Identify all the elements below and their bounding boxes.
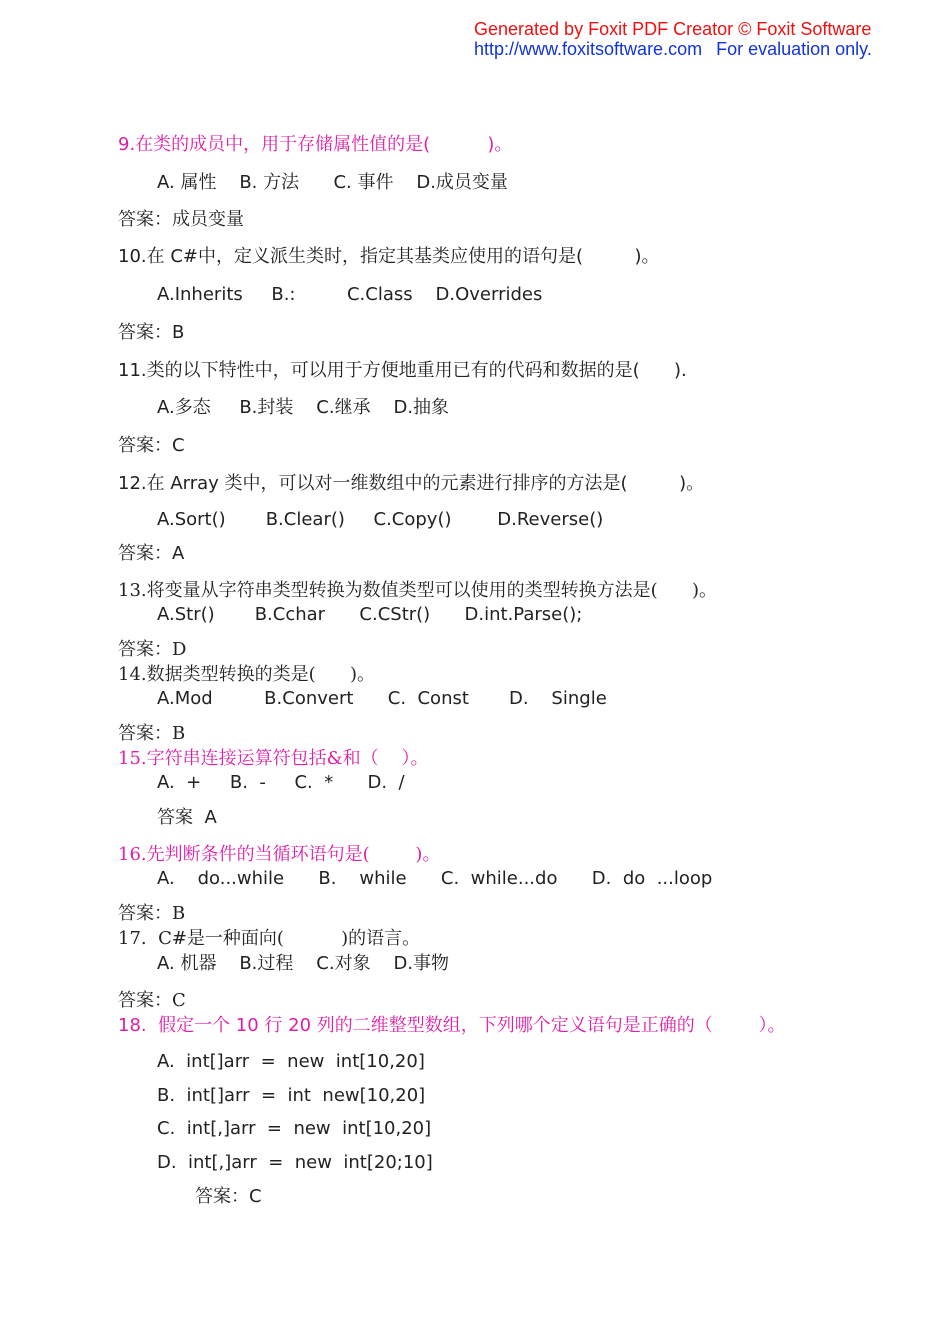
options-10: A.Inherits B.: C.Class D.Overrides (157, 284, 543, 305)
watermark-url: http://www.foxitsoftware.com (474, 39, 703, 59)
question-12: 12.在 Array 类中，可以对一维数组中的元素进行排序的方法是( )。 (118, 473, 705, 494)
option-18-a: A. int[]arr = new int[10,20] (157, 1051, 425, 1072)
question-9: 9.在类的成员中，用于存储属性值的是( )。 (118, 134, 513, 155)
watermark-note: For evaluation only. (716, 39, 872, 59)
option-18-c: C. int[,]arr = new int[10,20] (157, 1118, 432, 1139)
answer-10: 答案：B (118, 322, 185, 343)
options-11: A.多态 B.封装 C.继承 D.抽象 (157, 397, 450, 418)
question-14: 14.数据类型转换的类是( )。 (118, 664, 375, 685)
option-18-d: D. int[,]arr = new int[20;10] (157, 1152, 433, 1173)
answer-18: 答案：C (195, 1186, 262, 1207)
answer-17: 答案：C (118, 990, 186, 1011)
question-13: 13.将变量从字符串类型转换为数值类型可以使用的类型转换方法是( )。 (118, 580, 717, 601)
options-14: A.Mod B.Convert C. Const D. Single (157, 688, 607, 709)
answer-14: 答案：B (118, 723, 186, 744)
question-18: 18. 假定一个 10 行 20 列的二维整型数组，下列哪个定义语句是正确的（ ）。 (118, 1015, 786, 1036)
answer-15: 答案 A (157, 807, 217, 828)
option-18-b: B. int[]arr = int new[10,20] (157, 1085, 426, 1106)
options-13: A.Str() B.Cchar C.CStr() D.int.Parse(); (157, 604, 583, 625)
question-10: 10.在 C#中，定义派生类时，指定其基类应使用的语句是( )。 (118, 246, 660, 267)
answer-13: 答案：D (118, 639, 187, 660)
options-17: A. 机器 B.过程 C.对象 D.事物 (157, 953, 450, 974)
options-9: A. 属性 B. 方法 C. 事件 D.成员变量 (157, 172, 508, 193)
question-16: 16.先判断条件的当循环语句是( )。 (118, 844, 441, 865)
question-17: 17. C#是一种面向( )的语言。 (118, 928, 421, 949)
options-12: A.Sort() B.Clear() C.Copy() D.Reverse() (157, 509, 604, 530)
options-16: A. do...while B. while C. while...do D. do ...loop (157, 868, 713, 889)
question-15: 15.字符串连接运算符包括&和（ ）。 (118, 748, 429, 769)
watermark-line1: Generated by Foxit PDF Creator © Foxit Software (474, 19, 872, 39)
question-11: 11.类的以下特性中，可以用于方便地重用已有的代码和数据的是( ). (118, 360, 687, 381)
answer-16: 答案：B (118, 903, 186, 924)
options-15: A. + B. - C. * D. / (157, 772, 405, 793)
answer-11: 答案：C (118, 435, 185, 456)
answer-9: 答案：成员变量 (118, 209, 244, 230)
watermark-line2 (474, 39, 872, 60)
answer-12: 答案：A (118, 543, 185, 564)
